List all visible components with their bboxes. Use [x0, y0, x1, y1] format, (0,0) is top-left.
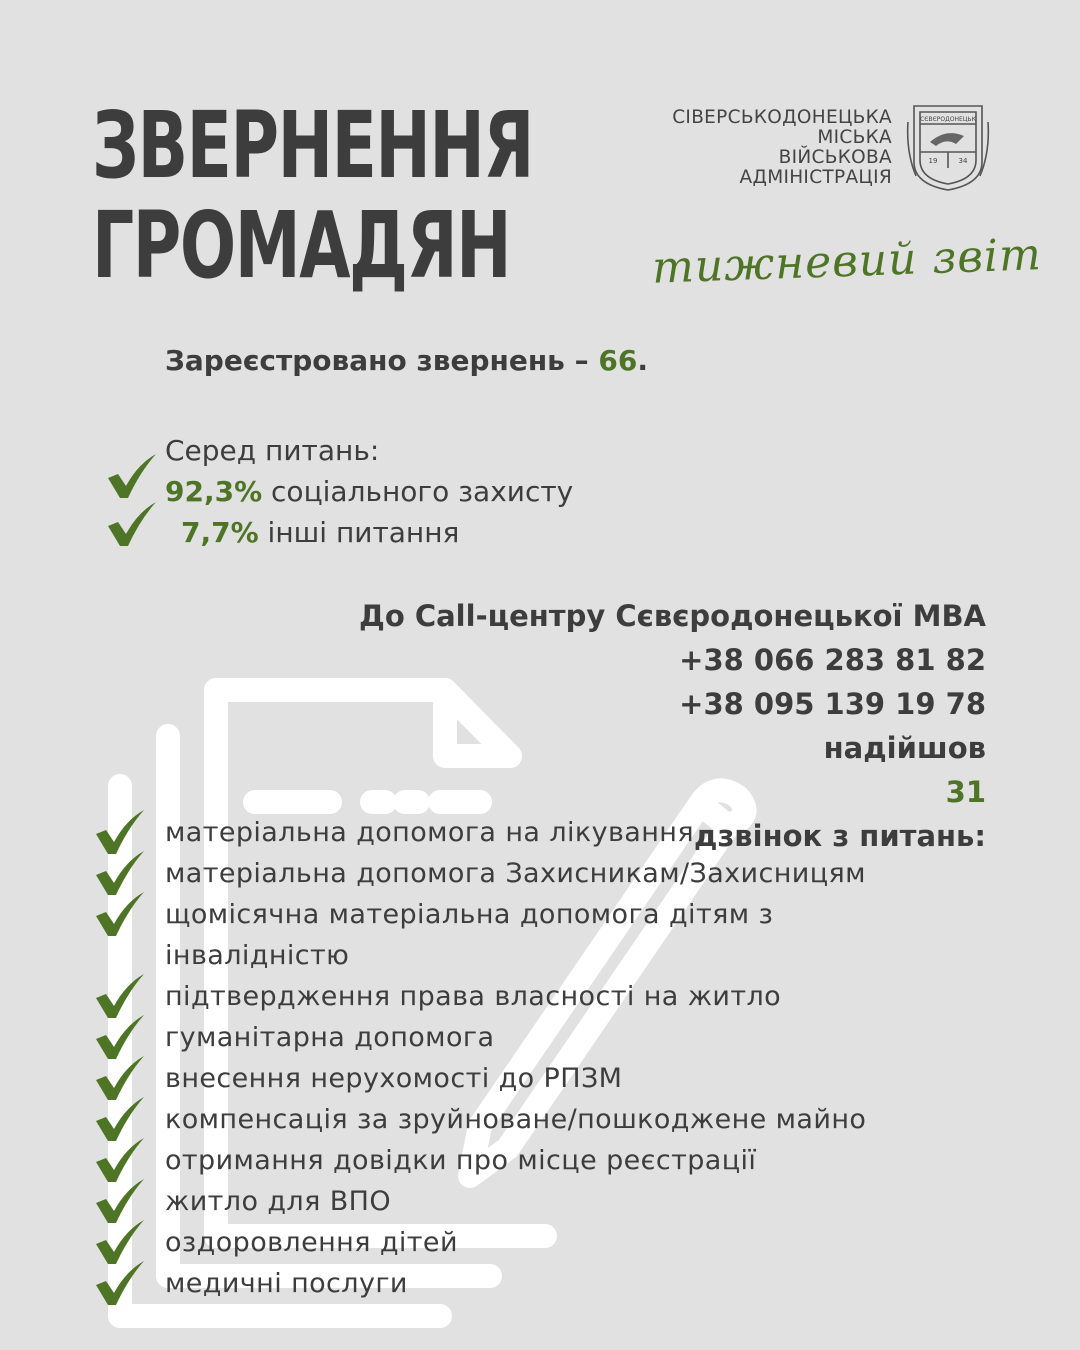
list-item: щомісячна матеріальна допомога дітям з [165, 899, 774, 930]
topic-text: інші питання [258, 516, 460, 549]
org-line-2: МІСЬКА [817, 127, 892, 148]
list-item: матеріальна допомога на лікування [165, 817, 694, 848]
list-item: житло для ВПО [165, 1186, 391, 1217]
list-item: компенсація за зруйноване/пошкоджене майно [165, 1104, 867, 1135]
phone-number-1: +38 066 283 81 82 [679, 643, 986, 677]
checkmark-icon [104, 452, 158, 500]
issues-list [165, 812, 866, 1304]
topics-heading: Серед питань: [165, 434, 380, 467]
emblem-year-right: 34 [958, 157, 968, 165]
topics-block [165, 430, 573, 553]
topic-percent: 7,7% [181, 516, 259, 549]
org-line-3: ВІЙСЬКОВА [778, 147, 892, 168]
list-item: гуманітарна допомога [165, 1022, 495, 1053]
list-item: внесення нерухомості до РПЗМ [165, 1063, 623, 1094]
title-line-1: ЗВЕРНЕННЯ [92, 92, 533, 199]
topic-percent: 92,3% [165, 475, 263, 508]
call-center-title: До Call-центру Сєвєродонецької МВА [358, 599, 986, 633]
topic-item [165, 512, 573, 553]
topic-item [165, 471, 573, 512]
weekly-report-label: тижневий звіт [651, 229, 1043, 294]
title-line-2: ГРОМАДЯН [92, 192, 511, 299]
topic-text: соціального захисту [262, 475, 574, 508]
registered-label: Зареєстровано звернень – [165, 344, 599, 377]
checkmark-icon [104, 500, 158, 548]
registered-suffix: . [637, 344, 648, 377]
list-item: медичні послуги [165, 1268, 408, 1299]
emblem-year-left: 19 [928, 157, 938, 165]
list-item: матеріальна допомога Захисникам/Захисницям [165, 858, 866, 889]
list-item: підтвердження права власності на житло [165, 981, 782, 1012]
list-item: отримання довідки про місце реєстрації [165, 1145, 757, 1176]
list-item: оздоровлення дітей [165, 1227, 458, 1258]
list-item: інвалідністю [165, 940, 350, 971]
page-title [92, 92, 533, 299]
organization-name [672, 108, 892, 188]
org-line-4: АДМІНІСТРАЦІЯ [739, 167, 892, 188]
phone-number-2: +38 095 139 19 78 [679, 687, 986, 721]
checkmark-icon [92, 890, 146, 938]
registered-count: 66 [598, 344, 638, 377]
calls-count: 31 [945, 775, 986, 809]
emblem-text: СЄВЄРОДОНЕЦЬК [920, 116, 976, 123]
calls-suffix: дзвінок з питань: [694, 819, 986, 853]
city-emblem-icon [906, 102, 990, 192]
registered-count-line [165, 344, 648, 377]
org-line-1: СІВЕРСЬКОДОНЕЦЬКА [672, 107, 892, 128]
checkmark-icon [92, 1259, 146, 1307]
calls-prefix: надійшов [823, 731, 986, 765]
